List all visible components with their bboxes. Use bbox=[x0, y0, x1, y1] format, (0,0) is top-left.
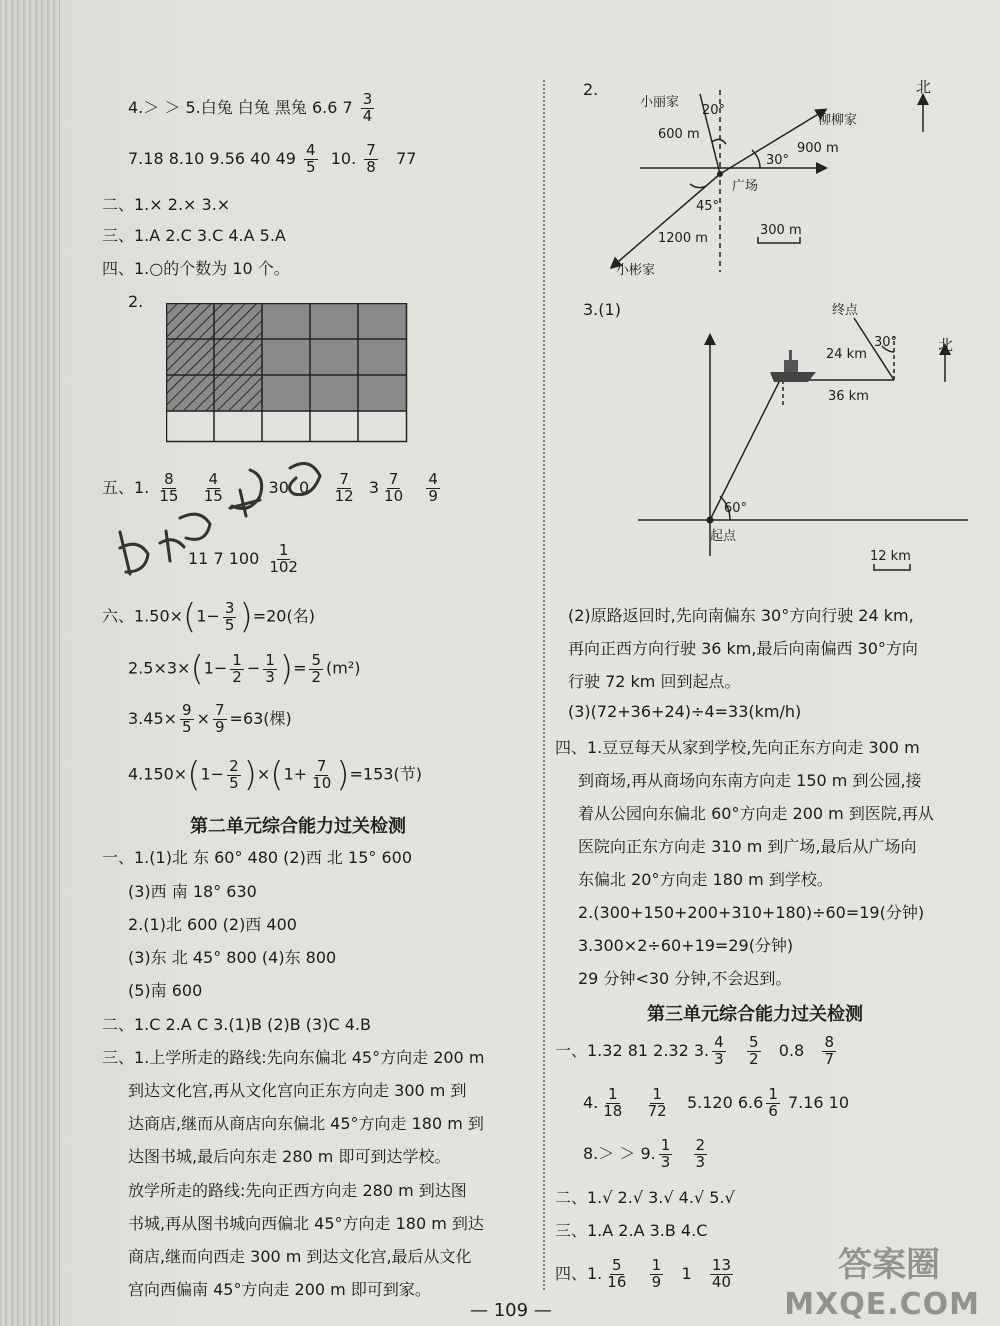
answer-line bbox=[555, 1035, 839, 1068]
answer-line: 一、1.(1)北 东 60° 480 (2)西 北 15° 600 bbox=[102, 848, 412, 867]
text: 5.120 6.6 bbox=[686, 1092, 764, 1112]
fraction: $\frac{4}{9}$ bbox=[428, 470, 438, 505]
text: 2.5×3× bbox=[128, 658, 191, 678]
label-900m: 900 m bbox=[797, 141, 839, 156]
text: − bbox=[246, 658, 261, 678]
answer-line: 达图书城,最后向东走 280 m 即可到达学校。 bbox=[128, 1147, 451, 1166]
answer-line: (3)东 北 45° 800 (4)东 800 bbox=[128, 948, 337, 967]
north-label: 北 bbox=[916, 78, 932, 96]
text: 1 bbox=[681, 1263, 692, 1283]
text: =153(节) bbox=[349, 764, 422, 784]
answer-line: 2. bbox=[128, 292, 144, 311]
answer-line bbox=[583, 1138, 710, 1171]
fraction: $\frac{13}{40}$ bbox=[711, 1256, 731, 1291]
text: 10. bbox=[330, 148, 357, 168]
fraction: $\frac{8}{7}$ bbox=[824, 1033, 835, 1068]
text: 0 bbox=[299, 477, 310, 497]
answer-line: 3.(1) bbox=[583, 300, 621, 319]
answer-line bbox=[128, 92, 377, 125]
label-liuliu: 柳柳家 bbox=[818, 113, 858, 128]
fraction: $\frac{1}{2}$ bbox=[232, 650, 242, 686]
fraction: $\frac{3}{4}$ bbox=[362, 90, 373, 125]
column-divider bbox=[543, 80, 545, 1290]
fraction: $\frac{7}{10}$ bbox=[312, 756, 332, 792]
fraction: $\frac{1}{3}$ bbox=[660, 1136, 671, 1171]
fraction: $\frac{1}{72}$ bbox=[647, 1085, 667, 1120]
answer-line: 东偏北 20°方向走 180 m 到学校。 bbox=[578, 870, 833, 889]
fraction: $\frac{7}{10}$ bbox=[384, 470, 404, 505]
answer-line: 再向正西方向行驶 36 km,最后向南偏西 30°方向 bbox=[568, 639, 918, 658]
text: 1− bbox=[196, 606, 220, 626]
text: 1+ bbox=[283, 764, 308, 784]
text: 3 bbox=[368, 477, 380, 497]
fraction: $\frac{8}{15}$ bbox=[159, 470, 179, 505]
label-45deg: 45° bbox=[696, 199, 720, 214]
route-xiaobin bbox=[612, 174, 720, 267]
answer-line: 二、1.× 2.× 3.× bbox=[102, 195, 231, 214]
answer-line bbox=[128, 143, 416, 176]
label-plaza: 广场 bbox=[732, 179, 759, 194]
text: 4. bbox=[583, 1092, 599, 1112]
direction-map-1 bbox=[600, 72, 945, 287]
answer-line: 三、1.A 2.C 3.C 4.A 5.A bbox=[102, 226, 286, 245]
answer-line: 29 分钟<30 分钟,不会迟到。 bbox=[578, 969, 792, 988]
answer-line bbox=[555, 1258, 736, 1291]
fraction: $\frac{5}{16}$ bbox=[607, 1256, 627, 1291]
fraction: $\frac{4}{15}$ bbox=[203, 470, 223, 505]
answer-line bbox=[583, 1087, 849, 1120]
text: 4.150× bbox=[128, 764, 188, 784]
text: 五、1. bbox=[102, 477, 150, 497]
fraction: $\frac{2}{3}$ bbox=[695, 1136, 706, 1171]
answer-line: 四、1.○的个数为 10 个。 bbox=[102, 259, 290, 278]
answer-line: 达商店,继而从商店向东偏北 45°方向走 180 m 到 bbox=[128, 1114, 484, 1133]
answer-line: (2)原路返回时,先向南偏东 30°方向行驶 24 km, bbox=[568, 606, 914, 625]
text: 3.45× bbox=[128, 708, 178, 728]
text: 8.＞ ＞ 9. bbox=[583, 1143, 656, 1163]
text: 1− bbox=[203, 658, 228, 678]
label-24km: 24 km bbox=[826, 347, 867, 362]
fraction: $\frac{4}{3}$ bbox=[714, 1033, 724, 1068]
fraction: $\frac{3}{5}$ bbox=[224, 598, 235, 634]
text: 1− bbox=[200, 764, 225, 784]
label-60deg: 60° bbox=[724, 501, 748, 516]
page-number: — 109 — bbox=[470, 1300, 552, 1321]
answer-line: 二、1.√ 2.√ 3.√ 4.√ 5.√ bbox=[555, 1188, 735, 1207]
answer-line: 放学所走的路线:先向正西方向走 280 m 到达图 bbox=[128, 1181, 467, 1200]
direction-map-2 bbox=[628, 296, 973, 586]
north-label: 北 bbox=[938, 336, 954, 354]
label-end: 终点 bbox=[832, 303, 859, 318]
label-30deg: 30° bbox=[874, 335, 898, 350]
answer-line: 3.300×2÷60+19=29(分钟) bbox=[578, 936, 794, 955]
answer-line: 三、1.A 2.A 3.B 4.C bbox=[555, 1221, 708, 1240]
fraction: $\frac{7}{12}$ bbox=[334, 470, 354, 505]
text: 一、1.32 81 2.32 3. bbox=[555, 1040, 710, 1060]
handwriting-scribble bbox=[100, 448, 350, 598]
watermark-url: MXQE.COM bbox=[784, 1287, 980, 1322]
label-xiaoli: 小丽家 bbox=[640, 95, 680, 110]
fraction: $\frac{2}{5}$ bbox=[229, 756, 239, 792]
fraction: $\frac{1}{102}$ bbox=[269, 541, 298, 576]
answer-line bbox=[188, 543, 303, 576]
answer-line: 4.150×(1− $\frac{2}{5}$ )×(1+ $\frac{7}{10}$ )=153(节) bbox=[128, 755, 422, 795]
fraction: $\frac{9}{5}$ bbox=[182, 701, 192, 736]
text: 7.18 8.10 9.56 40 49 bbox=[128, 148, 296, 168]
section-heading: 第三单元综合能力过关检测 bbox=[647, 1004, 863, 1025]
label-30deg: 30° bbox=[766, 153, 790, 168]
text: (m²) bbox=[326, 658, 361, 678]
text: = bbox=[293, 658, 307, 678]
label-600m: 600 m bbox=[658, 127, 700, 142]
fraction: $\frac{1}{3}$ bbox=[265, 650, 275, 686]
fraction-grid bbox=[166, 303, 408, 443]
label-start: 起点 bbox=[710, 529, 737, 544]
text: 11 7 100 bbox=[188, 548, 260, 568]
answer-line: 四、1.豆豆每天从家到学校,先向正东方向走 300 m bbox=[555, 738, 920, 757]
fraction: $\frac{5}{2}$ bbox=[311, 650, 322, 686]
answer-line: 商店,继而向西走 300 m 到达文化宫,最后从文化 bbox=[128, 1247, 472, 1266]
label-36km: 36 km bbox=[828, 389, 869, 404]
ship-icon bbox=[770, 350, 816, 382]
fraction: $\frac{1}{18}$ bbox=[603, 1085, 623, 1120]
text: =20(名) bbox=[252, 606, 315, 626]
text: × bbox=[256, 764, 271, 784]
fraction: $\frac{5}{2}$ bbox=[748, 1033, 759, 1068]
answer-line: (5)南 600 bbox=[128, 981, 203, 1000]
text: 六、1.50× bbox=[102, 606, 184, 626]
fraction: $\frac{7}{8}$ bbox=[366, 141, 376, 176]
fraction: $\frac{1}{6}$ bbox=[768, 1085, 778, 1120]
text: 77 bbox=[396, 148, 417, 168]
fraction: $\frac{1}{9}$ bbox=[651, 1256, 662, 1291]
answer-line bbox=[128, 703, 292, 736]
answer-line: 到商场,再从商场向东南方向走 150 m 到公园,接 bbox=[578, 771, 922, 790]
book-edge bbox=[0, 0, 60, 1326]
answer-line: 六、1.50×(1− $\frac{3}{5}$ )=20(名) bbox=[102, 597, 315, 637]
text: 7.16 10 bbox=[787, 1092, 850, 1112]
fraction: $\frac{4}{5}$ bbox=[306, 141, 316, 176]
answer-line: 三、1.上学所走的路线:先向东偏北 45°方向走 200 m bbox=[102, 1048, 485, 1067]
scale-label: 300 m bbox=[760, 223, 802, 238]
label-xiaobin: 小彬家 bbox=[616, 263, 656, 278]
watermark-logo: 答案圈 bbox=[838, 1245, 940, 1285]
answer-line: 着从公园向东偏北 60°方向走 200 m 到医院,再从 bbox=[578, 804, 934, 823]
text: 四、1. bbox=[555, 1263, 603, 1283]
scale-label: 12 km bbox=[870, 549, 911, 564]
text: =63(棵) bbox=[229, 708, 292, 728]
label-20deg: 20° bbox=[702, 103, 726, 118]
section-heading: 第二单元综合能力过关检测 bbox=[190, 816, 406, 837]
answer-line: (3)西 南 18° 630 bbox=[128, 882, 257, 901]
fraction: $\frac{7}{9}$ bbox=[214, 701, 225, 736]
text: 0.8 bbox=[778, 1040, 805, 1060]
answer-line: 2.(300+150+200+310+180)÷60=19(分钟) bbox=[578, 903, 925, 922]
answer-line: (3)(72+36+24)÷4=33(km/h) bbox=[568, 702, 802, 721]
label-1200m: 1200 m bbox=[658, 231, 708, 246]
answer-line: 二、1.C 2.A C 3.(1)B (2)B (3)C 4.B bbox=[102, 1015, 371, 1034]
answer-line: 书城,再从图书城向西偏北 45°方向走 180 m 到达 bbox=[128, 1214, 484, 1233]
answer-line: 宫向西偏南 45°方向走 200 m 即可到家。 bbox=[128, 1280, 431, 1299]
answer-line: 行驶 72 km 回到起点。 bbox=[568, 672, 741, 691]
text: × bbox=[196, 708, 210, 728]
text: 30 bbox=[268, 477, 289, 497]
answer-line: 2.5×3×(1− $\frac{1}{2}$ − $\frac{1}{3}$ )= $\frac{5}{2}$ (m²) bbox=[128, 649, 361, 689]
text: 4.＞ ＞ 5.白兔 白兔 黑兔 6.6 7 bbox=[128, 97, 353, 117]
answer-line: 到达文化宫,再从文化宫向正东方向走 300 m 到 bbox=[128, 1081, 467, 1100]
answer-line: 2.(1)北 600 (2)西 400 bbox=[128, 915, 297, 934]
answer-line: 2. bbox=[583, 80, 599, 99]
route-leg1 bbox=[710, 380, 780, 520]
ticks bbox=[717, 171, 723, 177]
answer-line: 医院向正东方向走 310 m 到广场,最后从广场向 bbox=[578, 837, 917, 856]
